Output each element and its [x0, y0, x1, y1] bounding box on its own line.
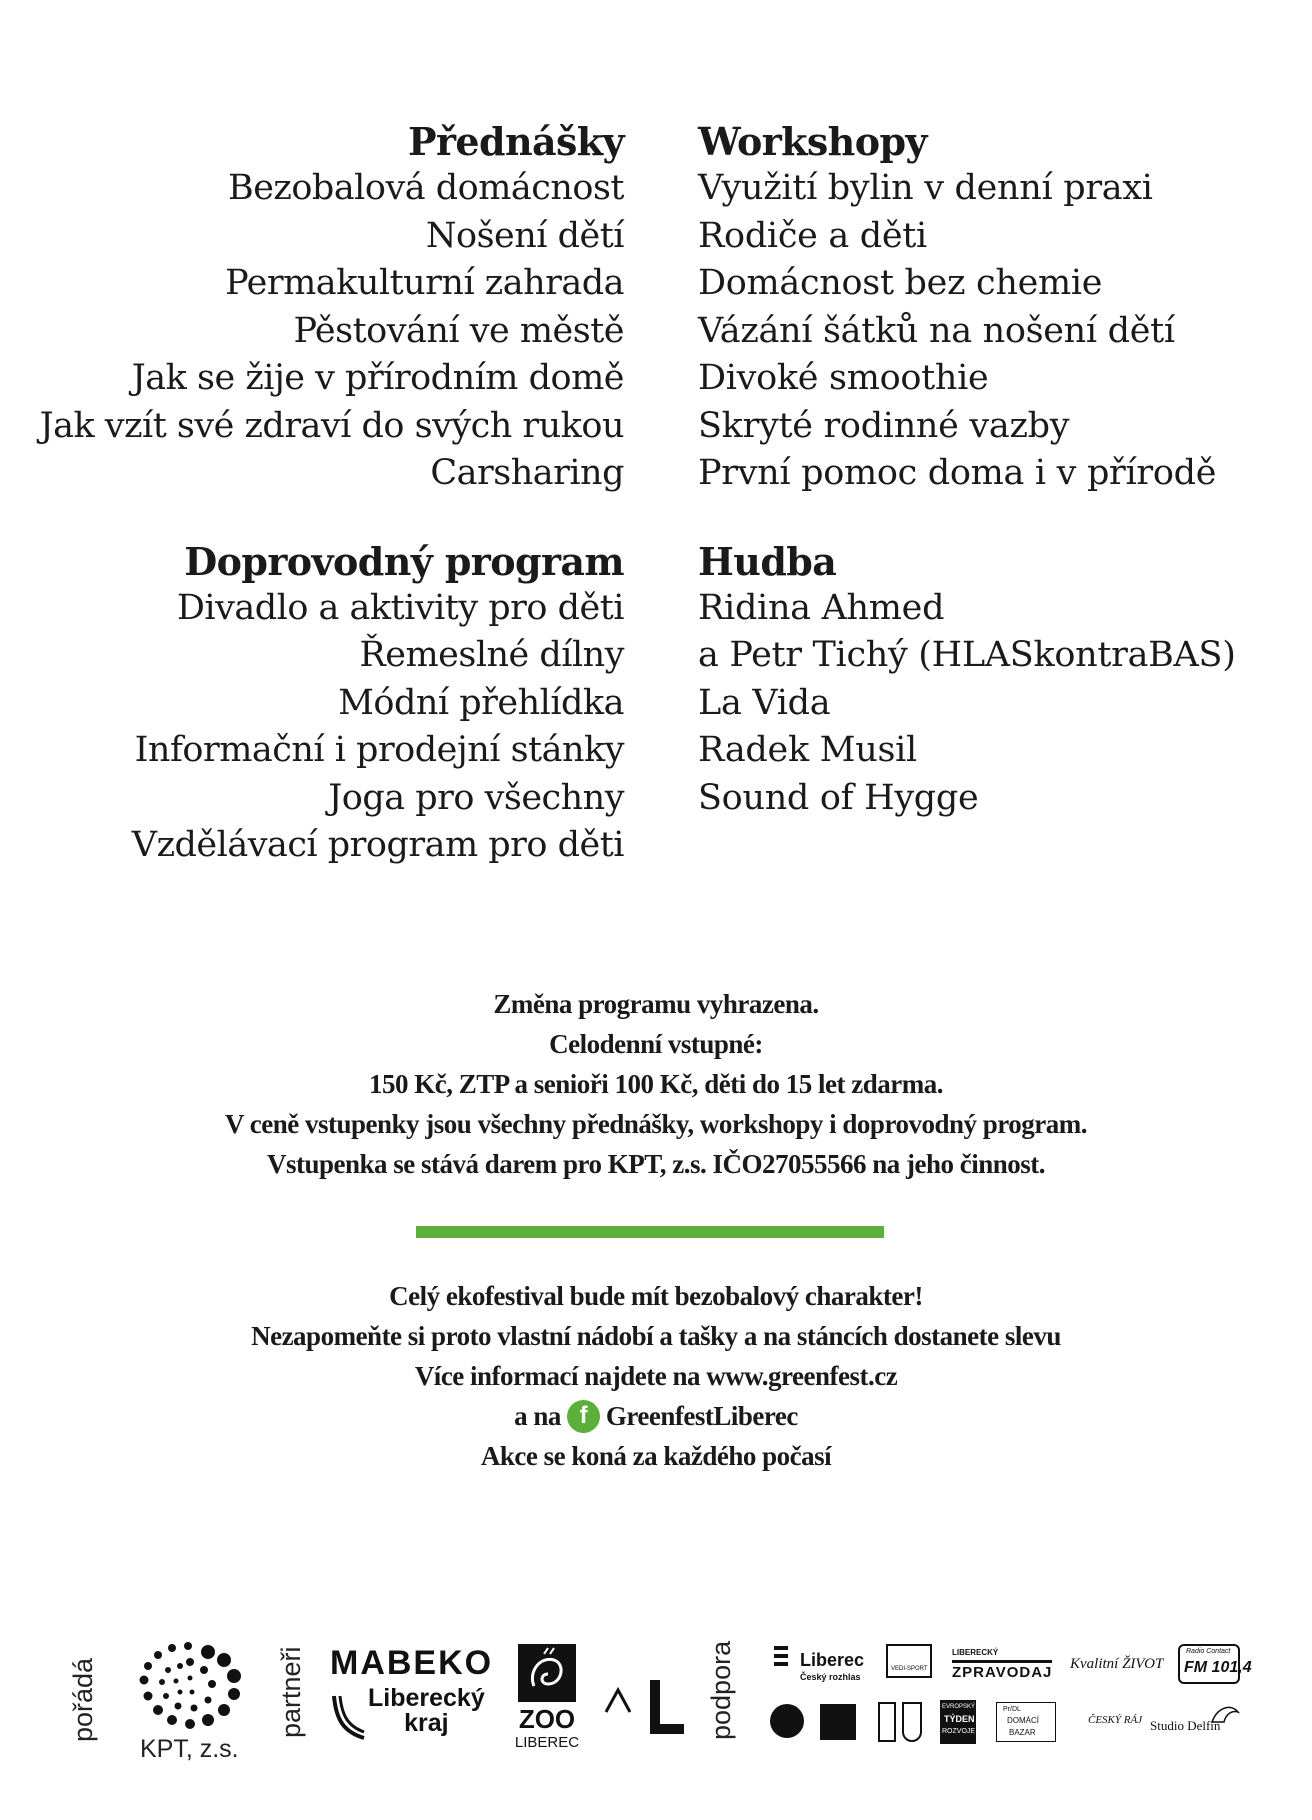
list-item: Řemeslné dílny	[359, 635, 624, 675]
info-block	[0, 1276, 1312, 1476]
lectures-heading: Přednášky	[408, 119, 624, 164]
partners-label: partneři	[276, 1646, 306, 1738]
workshops-section	[656, 118, 1312, 498]
list-item: Pěstování ve městě	[293, 310, 624, 351]
evropsky-tyden-logo	[940, 1700, 976, 1744]
rozhlas-mark-icon	[774, 1646, 788, 1650]
list-item: Carsharing	[430, 453, 624, 493]
zpravodaj-top: LIBERECKÝ	[952, 1648, 999, 1657]
workshops-list	[698, 165, 1312, 498]
list-item: Vázání šátků na nošení dětí	[698, 310, 1175, 351]
program-grid	[0, 118, 1312, 870]
cesky-raj-logo: ČESKÝ RÁJ	[1088, 1714, 1143, 1726]
list-item: Radek Musil	[698, 730, 917, 770]
radio-contact-fm: FM 101,4	[1184, 1659, 1252, 1676]
info-line: Akce se koná za každého počasí	[480, 1441, 832, 1471]
list-item: La Vida	[698, 682, 831, 723]
list-item: Jak vzít své zdraví do svých rukou	[39, 405, 624, 446]
footer-logos	[0, 1620, 1312, 1780]
organizer-label: pořádá	[68, 1657, 98, 1742]
square-logo-icon	[820, 1704, 856, 1740]
music-list	[698, 585, 1312, 823]
info-line: Více informací najdete na www.greenfest.cz	[414, 1361, 898, 1391]
list-item: Joga pro všechny	[328, 777, 624, 818]
tyden-line: TÝDEN	[944, 1714, 975, 1724]
kpt-name: KPT, z.s.	[140, 1735, 239, 1763]
domaci-line: Pr/DL	[1003, 1706, 1021, 1713]
liberec-crest-icon	[878, 1702, 896, 1742]
kraj-line-1: Liberecký	[368, 1684, 485, 1712]
support-label: podpora	[706, 1640, 736, 1740]
list-item: Využití bylin v denní praxi	[698, 168, 1153, 208]
kpt-logo-icon	[130, 1638, 242, 1734]
coat-of-arms-icon	[902, 1702, 922, 1742]
note-line: 150 Kč, ZTP a senioři 100 Kč, děti do 15 let zdarma.	[369, 1069, 943, 1099]
side-program-list	[0, 585, 624, 870]
radio-contact-logo	[1178, 1644, 1252, 1684]
liberecky-kraj-mark-icon	[330, 1692, 366, 1740]
list-item: Vzdělávací program pro děti	[131, 825, 624, 865]
tyden-line: ROZVOJE	[942, 1728, 976, 1735]
facebook-page-link[interactable]: GreenfestLiberec	[605, 1401, 798, 1431]
zpravodaj-bar	[952, 1660, 1052, 1663]
list-item: Sound of Hygge	[698, 777, 979, 818]
vedi-sport-logo	[886, 1644, 932, 1678]
list-item: Skryté rodinné vazby	[698, 405, 1070, 446]
list-item: Módní přehlídka	[338, 682, 624, 723]
side-program-heading: Doprovodný program	[184, 538, 624, 584]
list-item: Domácnost bez chemie	[698, 263, 1103, 303]
tyden-line: EVROPSKÝ	[942, 1704, 976, 1710]
domaci-line: BAZAR	[1009, 1728, 1036, 1737]
dolphin-icon	[1210, 1700, 1240, 1730]
note-line: Celodenní vstupné:	[549, 1029, 763, 1059]
list-item: Rodiče a děti	[698, 215, 927, 256]
kraj-line-2: kraj	[404, 1709, 449, 1737]
note-line: Vstupenka se stává darem pro KPT, z.s. IČO27055566 na jeho činnost.	[266, 1149, 1046, 1179]
green-divider	[416, 1226, 884, 1238]
list-item: Bezobalová domácnost	[227, 168, 624, 208]
studio-delfin-logo: Studio Delfín	[1150, 1718, 1221, 1733]
note-line: V ceně vstupenky jsou všechny přednášky, workshopy i doprovodný program.	[225, 1109, 1087, 1139]
facebook-icon[interactable]: f	[567, 1400, 600, 1433]
info-facebook-line	[0, 1396, 1312, 1436]
al-logo-icon	[604, 1676, 686, 1738]
list-item: Nošení dětí	[425, 215, 624, 256]
list-item: Divadlo a aktivity pro děti	[176, 587, 624, 628]
vedi-sport-text: VEDI-SPORT	[891, 1666, 928, 1672]
side-program-section	[0, 538, 656, 870]
rozhlas-sub: Český rozhlas	[800, 1672, 861, 1682]
lectures-list	[0, 165, 624, 498]
kvalitni-zivot-logo: Kvalitní ŽIVOT	[1070, 1656, 1164, 1672]
list-item: První pomoc doma i v přírodě	[698, 453, 1217, 493]
rozhlas-liberec: Liberec	[800, 1650, 865, 1670]
info-prefix: a na	[514, 1401, 561, 1431]
list-item: a Petr Tichý (HLASkontraBAS)	[698, 635, 1236, 675]
note-line: Změna programu vyhrazena.	[493, 989, 819, 1019]
circle-badge-icon	[770, 1704, 804, 1738]
admission-notes	[0, 984, 1312, 1184]
list-item: Divoké smoothie	[698, 358, 989, 398]
info-line: Nezapomeňte si proto vlastní nádobí a tašky a na stáncích dostanete slevu	[251, 1321, 1061, 1351]
radio-contact-top: Radio Contact	[1186, 1648, 1231, 1655]
list-item: Ridina Ahmed	[698, 587, 945, 628]
list-item: Permakulturní zahrada	[225, 263, 624, 303]
rozhlas-mark-icon	[774, 1662, 788, 1666]
music-section	[656, 538, 1312, 870]
zpravodaj-logo: ZPRAVODAJ	[952, 1664, 1053, 1681]
list-item: Jak se žije v přírodním domě	[131, 358, 624, 398]
lectures-section	[0, 118, 656, 498]
zoo-logo-icon	[518, 1644, 576, 1702]
zoo-logo-text: ZOO	[518, 1704, 576, 1734]
info-line: Celý ekofestival bude mít bezobalový charakter!	[389, 1281, 923, 1311]
list-item: Informační i prodejní stánky	[134, 730, 624, 770]
liberecky-kraj-logo	[368, 1686, 485, 1736]
workshops-heading: Workshopy	[698, 119, 927, 164]
domaci-bazar-logo	[996, 1702, 1056, 1742]
zoo-city: LIBEREC	[514, 1734, 580, 1751]
rozhlas-mark-icon	[774, 1654, 788, 1658]
music-heading: Hudba	[698, 538, 837, 584]
mabeko-logo: MABEKO	[330, 1644, 494, 1682]
domaci-line: DOMÁCÍ	[1007, 1716, 1039, 1725]
